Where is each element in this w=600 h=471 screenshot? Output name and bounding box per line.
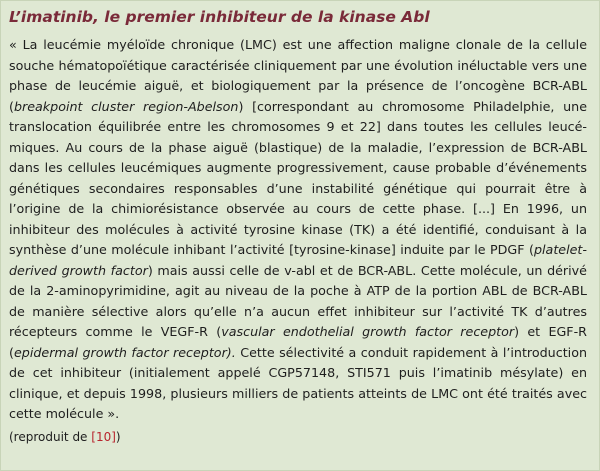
italic-term: platelet-derived growth factor [9, 242, 587, 278]
italic-term: breakpoint cluster region-Abelson [13, 98, 239, 114]
italic-term: vascular endothelial growth factor receptor [221, 324, 515, 339]
citation-suffix: ) [115, 429, 121, 444]
text-segment: ) [correspondant au chromosome Philadelphie, une translocation équilibrée entre les chromosomes 9 et 22] dans toutes les cellules leucémiques. Au cours de la phase aiguë (blastique) de la maladie, l’expression de BCR-ABL dans les cellules leucémiques augmente progressivement, cause probable d’événements génétiques secondaires responsables d’une instabilité génétique qui pourrait être à l’origine de la chimiorésistance observée au cours de cette phase. [...] En 1996, un inhibiteur des molécules à activité tyrosine kinase (TK) a été identifié, conduisant à la synthèse d’une molécule inhibant l’activité [tyrosine-kinase] induite par le PDGF ( [9, 98, 587, 257]
text-segment: « La leucémie myéloïde chronique (LMC) est une affection maligne clonale de la cellule souche hématopoïétique caractérisée cliniquement par une évolution inéluctable vers une phase de leucémie aiguë, et biologiquement par la présence de l’oncogène BCR-ABL ( [9, 37, 587, 114]
italic-term: epidermal growth factor receptor). [13, 344, 236, 360]
text-segment: Cette sélectivité a conduit rapidement à l’introduction de cet inhibiteur (initialement appelé CGP57148, STI571 puis l’imatinib mésylate) en clinique, et depuis 1998, plusieurs milliers de patients atteints de LMC ont été traités avec cette molécule ». [9, 344, 587, 421]
quote-paragraph [9, 35, 587, 425]
source-citation [9, 428, 587, 446]
text-segment: ) et EGF-R ( [9, 324, 587, 360]
reference-link[interactable]: [10] [91, 429, 116, 444]
box-title: L’imatinib, le premier inhibiteur de la kinase Abl [9, 8, 430, 26]
text-segment: ) mais aussi celle de v-abl et de BCR-ABL. Cette molécule, un dérivé de la 2-aminopyrimidine, agit au niveau de la poche à ATP de la portion ABL de BCR-ABL de manière sélective alors qu’elle n’a aucun effet inhibiteur sur l’activité TK d’autres récepteurs comme le VEGF-R ( [9, 262, 587, 339]
citation-prefix: (reproduit de [9, 429, 92, 444]
